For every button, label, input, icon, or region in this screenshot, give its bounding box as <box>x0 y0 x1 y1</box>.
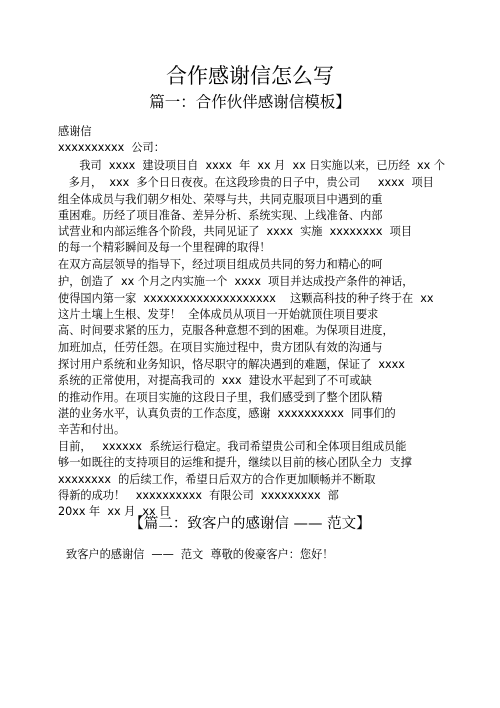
body-line: 护，创造了 xx 个月之内实施一个 xxxx 项目并达成投产条件的神话， <box>58 275 414 288</box>
body-line: 目前， xxxxxx 系统运行稳定。我司希望贵公司和全体项目组成员能 <box>58 440 407 453</box>
body-line: 湛的业务水平，认真负责的工作态度，感谢 xxxxxxxxxx 同事们的 <box>58 407 396 420</box>
document-title: 合作感谢信怎么写 <box>166 64 334 88</box>
body-line: xxxxxxxx 的后续工作，希望日后双方的合作更加顺畅并不断取 <box>58 473 376 486</box>
body-line: 重困难。历经了项目准备、差异分析、系统实现、上线准备、内部 <box>58 209 383 222</box>
body-line: xxxxxxxxxx 公司： <box>58 141 165 154</box>
body-line: 够一如既往的支持项目的运维和提升，继续以目前的核心团队全力 支撑 <box>58 456 412 469</box>
date-line: 20xx 年 xx 月 xx 日 <box>58 505 171 518</box>
body-line: 我司 xxxx 建设项目自 xxxx 年 xx 月 xx 日实施以来，已历经 xx 个 <box>58 159 446 172</box>
body-line: 加班加点，任劳任怨。在项目实施过程中，贵方团队有效的沟通与 <box>58 341 383 354</box>
body-line: 辛苦和付出。 <box>58 423 126 436</box>
body-line: 的每一个精彩瞬间及每一个里程碑的取得！ <box>58 241 271 254</box>
document-subtitle: 篇一：合作伙伴感谢信模板】 <box>149 93 351 111</box>
body-line: 探讨用户系统和业务知识，恪尽职守的解决遇到的难题，保证了 xxxx <box>58 358 405 371</box>
body-line: 高、时间要求紧的压力，克服各种意想不到的困难。为保项目进度， <box>58 324 394 337</box>
body-line: 这片土壤上生根、发芽！ 全体成员从项目一开始就顶住项目要求 <box>58 308 379 321</box>
body-line: 在双方高层领导的指导下，经过项目组成员共同的努力和精心的呵 <box>58 258 383 271</box>
body-line: 组全体成员与我们朝夕相处、荣辱与共，共同克服项目中遇到的重 <box>58 193 383 206</box>
body-line: 的推动作用。在项目实施的这段日子里，我们感受到了整个团队精 <box>58 391 383 404</box>
body-line: 多月， xxx 多个日日夜夜。在这段珍贵的日子中，贵公司 xxxx 项目 <box>58 176 434 189</box>
body-line: 使得国内第一家 xxxxxxxxxxxxxxxxxxxx 这颗高科技的种子终于在 xx <box>58 292 434 305</box>
body-line: 感谢信 <box>58 125 92 138</box>
section-title: 【篇二：致客户的感谢信 —— 范文】 <box>129 516 371 532</box>
body-line: 致客户的感谢信 —— 范文 尊敬的俊豪客户：您好！ <box>66 548 334 561</box>
body-line: 试营业和内部运维各个阶段，共同见证了 xxxx 实施 xxxxxxxx 项目 <box>58 225 413 238</box>
body-line: 系统的正常使用，对提高我司的 xxx 建设水平起到了不可或缺 <box>58 374 372 387</box>
body-line: 得新的成功！ xxxxxxxxxx 有限公司 xxxxxxxxx 部 <box>58 489 339 502</box>
